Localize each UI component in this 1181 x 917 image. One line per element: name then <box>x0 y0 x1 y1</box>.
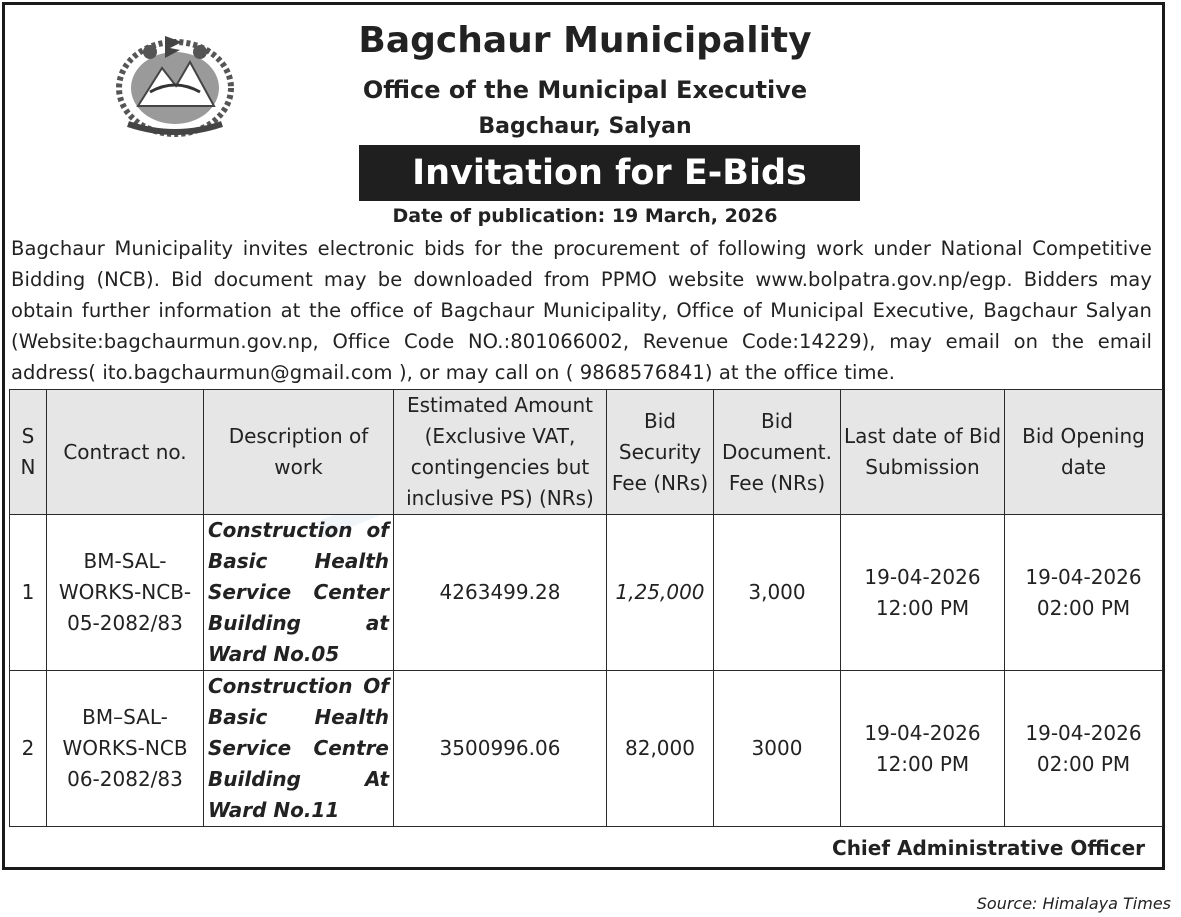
row-bid-document-fee: 3000 <box>714 671 841 827</box>
header-description: Description of work <box>204 390 394 515</box>
opening-date: 19-04-2026 <box>1025 720 1142 745</box>
table-row <box>10 515 1163 671</box>
municipality-title: Bagchaur Municipality <box>358 20 812 61</box>
row-contract-no: BM–SAL-WORKS-NCB 06-2082/83 <box>47 671 204 827</box>
row-bid-document-fee: 3,000 <box>714 515 841 671</box>
government-emblem-icon <box>110 28 240 140</box>
row-submission-datetime <box>841 515 1005 671</box>
submission-date: 19-04-2026 <box>864 720 981 745</box>
header-contract-no: Contract no. <box>47 390 204 515</box>
header-bid-document-fee: Bid Document. Fee (NRs) <box>714 390 841 515</box>
row-estimated-amount: 3500996.06 <box>394 671 607 827</box>
intro-paragraph: Bagchaur Municipality invites electronic bids for the procurement of following work under National Competitive Bidding (NCB). Bid document may be downloaded from PPMO website www.bolpatra.gov.np/egp. Bidders may obtain further information at the office of Bagchaur Municipality, Office of Municipal Executive, Bagchaur Salyan (Website:bagchaurmun.gov.np, Office Code NO.:801066002, Revenue Code:14229), may email on the email address( ito.bagchaurmun@gmail.com ), or may call on ( 9868576841) at the office time. <box>11 237 1152 384</box>
row-bid-security-fee: 82,000 <box>607 671 714 827</box>
opening-time: 02:00 PM <box>1036 751 1131 776</box>
source-credit: Source: Himalaya Times <box>976 894 1171 913</box>
row-contract-no: BM-SAL-WORKS-NCB-05-2082/83 <box>47 515 204 671</box>
table-row <box>10 671 1163 827</box>
header-bid-opening-date: Bid Opening date <box>1005 390 1163 515</box>
header-sn: S N <box>10 390 47 515</box>
publication-date: Date of publication: 19 March, 2026 <box>392 205 778 227</box>
table-header-row <box>10 390 1163 515</box>
office-address: Bagchaur, Salyan <box>478 114 692 139</box>
bids-table <box>9 389 1163 827</box>
opening-date: 19-04-2026 <box>1025 564 1142 589</box>
row-sn: 2 <box>10 671 47 827</box>
office-subtitle: Office of the Municipal Executive <box>362 76 808 104</box>
opening-time: 02:00 PM <box>1036 595 1131 620</box>
row-submission-datetime <box>841 671 1005 827</box>
row-opening-datetime <box>1005 515 1163 671</box>
row-opening-datetime <box>1005 671 1163 827</box>
submission-time: 12:00 PM <box>875 595 970 620</box>
submission-date: 19-04-2026 <box>864 564 981 589</box>
header-last-submission-date: Last date of Bid Submission <box>841 390 1005 515</box>
row-description: Construction Of Basic Health Service Centre Building At Ward No.11 <box>204 671 394 827</box>
signatory-title: Chief Administrative Officer <box>832 836 1145 860</box>
submission-time: 12:00 PM <box>875 751 970 776</box>
header-estimated-amount: Estimated Amount (Exclusive VAT, contingencies but inclusive PS) (NRs) <box>394 390 607 515</box>
row-bid-security-fee: 1,25,000 <box>607 515 714 671</box>
row-sn: 1 <box>10 515 47 671</box>
row-estimated-amount: 4263499.28 <box>394 515 607 671</box>
header-bid-security-fee: Bid Security Fee (NRs) <box>607 390 714 515</box>
row-description: Construction of Basic Health Service Center Building at Ward No.05 <box>204 515 394 671</box>
invitation-banner: Invitation for E-Bids <box>359 145 860 201</box>
